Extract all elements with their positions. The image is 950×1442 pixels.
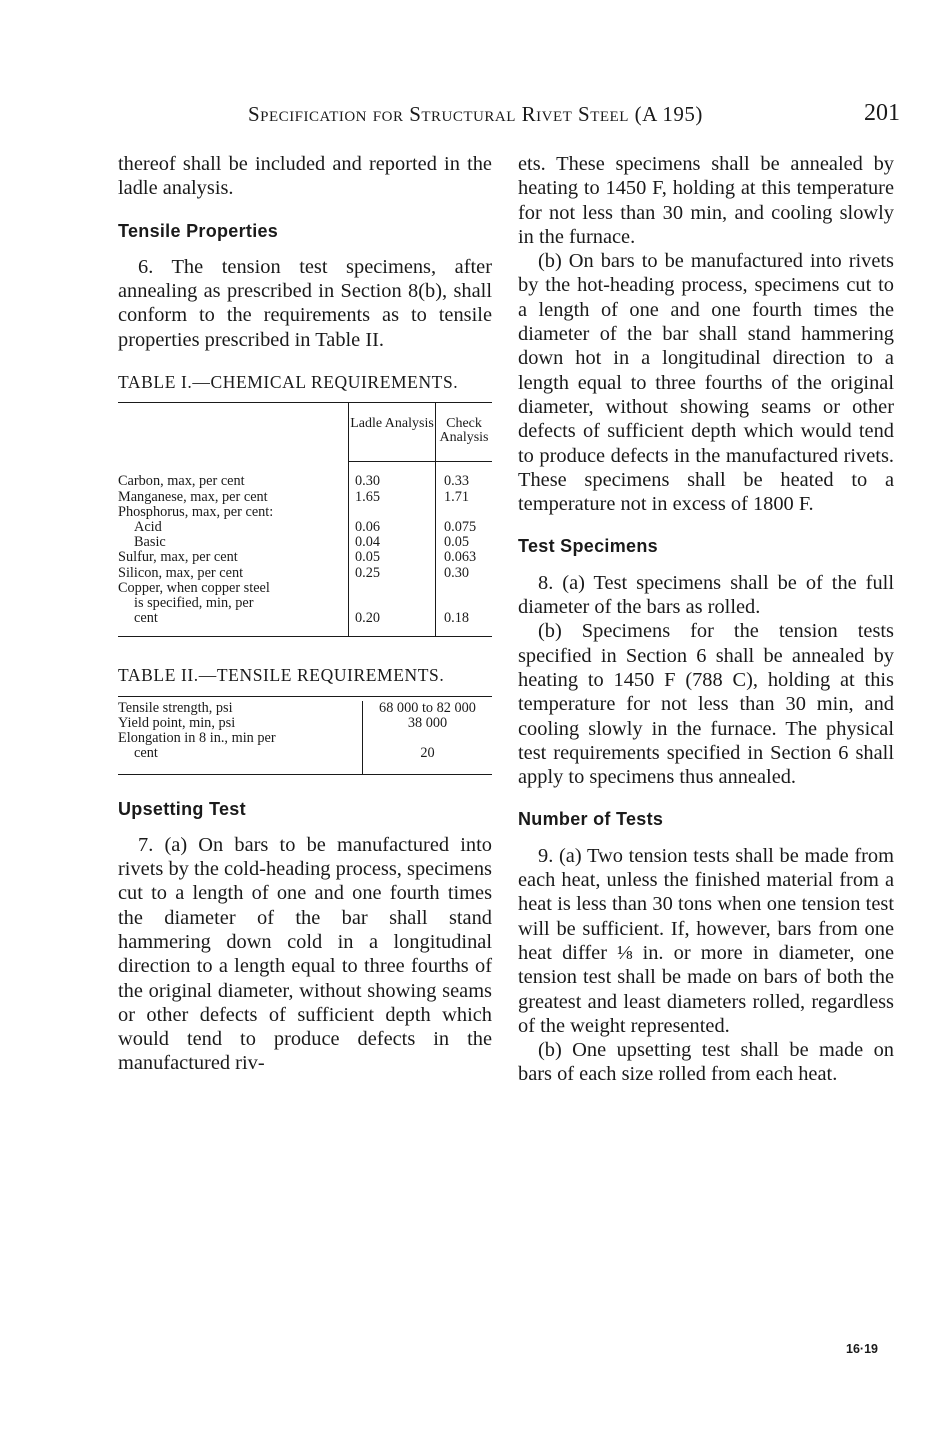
table-row-value (363, 731, 493, 746)
table-row-ladle: 0.05 (349, 550, 436, 565)
left-column (118, 152, 492, 1076)
table-row-check: 0.05 (436, 535, 493, 550)
table-row-ladle: 0.30 (349, 462, 436, 490)
table-row-label: Acid (134, 518, 162, 535)
section-heading-tensile-properties: Tensile Properties (118, 220, 279, 241)
paragraph-section-6: 6. The tension test specimens, after annealing as prescribed in Section 8(b), shall conform to the requirements as to tensile properties prescribed in Table II. (118, 255, 492, 351)
paragraph-section-8b: (b) Specimens for the tension tests specified in Section 6 shall be annealed by heating to 1450 F (788 C), holding at this temperature for not less than 30 min, and cooling slowly in the furnace. The physical test requirements specified in Section 6 shall apply to specimens thus annealed. (518, 620, 894, 789)
table-row-ladle (349, 596, 436, 611)
table-row-label: Elongation in 8 in., min per (118, 730, 276, 747)
section-heading-test-specimens: Test Specimens (518, 536, 658, 557)
table-row-ladle: 0.06 (349, 520, 436, 535)
table-row (118, 746, 492, 773)
table-row-label: Basic (134, 534, 166, 551)
paragraph-continuation: thereof shall be included and reported in the ladle analysis. (118, 153, 492, 200)
table-row-label: Tensile strength, psi (118, 699, 233, 716)
table-1-chemical-requirements (118, 403, 492, 636)
table-row (118, 716, 492, 731)
table-row-label: Manganese, max, per cent (118, 488, 268, 505)
table-row-value: 20 (363, 746, 493, 773)
table-1-header-ladle: Ladle Analysis (349, 403, 436, 462)
table-row-ladle (349, 505, 436, 520)
paragraph-section-9b: (b) One upsetting test shall be made on bars of each size rolled from each heat. (518, 1039, 894, 1086)
running-title: Specification for Structural Rivet Steel (A 195) (248, 102, 703, 126)
running-header (118, 98, 900, 138)
right-column (518, 152, 894, 1087)
table-row (118, 566, 492, 581)
table-row-ladle: 1.65 (349, 490, 436, 505)
table-row-check: 1.71 (436, 490, 493, 505)
table-row-ladle: 0.04 (349, 535, 436, 550)
table-row (118, 596, 492, 611)
table-row-ladle: 0.25 (349, 566, 436, 581)
table-row-label: Copper, when copper steel (118, 579, 270, 596)
table-row-check: 0.30 (436, 566, 493, 581)
table-row-check (436, 596, 493, 611)
section-heading-upsetting-test: Upsetting Test (118, 798, 246, 819)
table-row-label: Carbon, max, per cent (118, 472, 245, 489)
table-row (118, 505, 492, 520)
table-1-header-blank (118, 403, 349, 462)
table-row-check: 0.063 (436, 550, 493, 565)
table-row (118, 581, 492, 596)
table-row-label: cent (134, 610, 158, 627)
paragraph-section-8a: 8. (a) Test specimens shall be of the full diameter of the bars as rolled. (518, 571, 894, 619)
table-2-top-rule (118, 696, 492, 697)
table-row (118, 490, 492, 505)
paragraph-section-9a: 9. (a) Two tension tests shall be made from each heat, unless the finished material from a heat is less than 30 tons when one tension test will be sufficient. If, however, bars from one heat differ ⅛ in. or more in diameter, one tension test shall be made on bars of both the greatest and least diameters rolled, regardless of the weight represented. (518, 844, 894, 1037)
table-row-ladle (349, 581, 436, 596)
table-row-label: Phosphorus, max, per cent: (118, 503, 274, 520)
table-row (118, 550, 492, 565)
section-heading-number-of-tests: Number of Tests (518, 809, 664, 830)
table-row-check: 0.33 (436, 462, 493, 490)
table-row (118, 535, 492, 550)
paragraph-section-7a: 7. (a) On bars to be manufactured into rivets by the cold-heading process, specimens cut to a length of one and one fourth times the diameter of the bar shall stand hammering down cold in a longitudinal direction to a length equal to three fourths of the original diameter, without showing seams or other defects of sufficient depth which would tend to produce defects in the manufactured riv- (118, 833, 492, 1075)
table-2-tensile-requirements (118, 701, 492, 774)
table-row (118, 520, 492, 535)
table-row-label: Silicon, max, per cent (118, 564, 244, 581)
table-2-bottom-rule (118, 774, 492, 775)
table-row-check (436, 581, 493, 596)
table-row-check: 0.18 (436, 611, 493, 636)
paragraph-section-7b: (b) On bars to be manufactured into rivets by the hot-heading process, specimens cut to a length of one and one fourth times the diameter of the bar shall stand hammering down hot in a longitudinal direction to a length equal to three fourths of the original diameter, without showing seams or other defects of sufficient depth which would tend to produce defects in the manufactured rivets. These specimens shall be heated to a temperature not in excess of 1800 F. (518, 250, 894, 516)
table-row (118, 462, 492, 490)
table-row (118, 731, 492, 746)
table-row (118, 611, 492, 636)
table-row-value: 38 000 (363, 716, 493, 731)
table-row-check: 0.075 (436, 520, 493, 535)
footer-print-code: 16·19 (846, 1342, 878, 1356)
table-row-label: Sulfur, max, per cent (118, 549, 238, 566)
page-number: 201 (864, 100, 900, 126)
table-1-caption: TABLE I.—CHEMICAL REQUIREMENTS. (118, 372, 459, 393)
table-row-label: cent (134, 745, 158, 762)
table-2-caption: TABLE II.—TENSILE REQUIREMENTS. (118, 665, 445, 686)
table-row-check (436, 505, 493, 520)
table-row-label: Yield point, min, psi (118, 714, 236, 731)
paragraph-section-7a-continued: ets. These specimens shall be annealed by heating to 1450 F, holding at this temperature for not less than 30 min, and cooling slowly in the furnace. (518, 153, 894, 248)
table-row-value: 68 000 to 82 000 (363, 701, 493, 716)
table-row-label: is specified, min, per (134, 595, 254, 611)
table-row (118, 701, 492, 716)
table-1-bottom-rule (118, 636, 492, 637)
table-1-header-row (118, 403, 492, 462)
table-row-ladle: 0.20 (349, 611, 436, 636)
table-1-header-check: Check Analysis (436, 403, 493, 462)
